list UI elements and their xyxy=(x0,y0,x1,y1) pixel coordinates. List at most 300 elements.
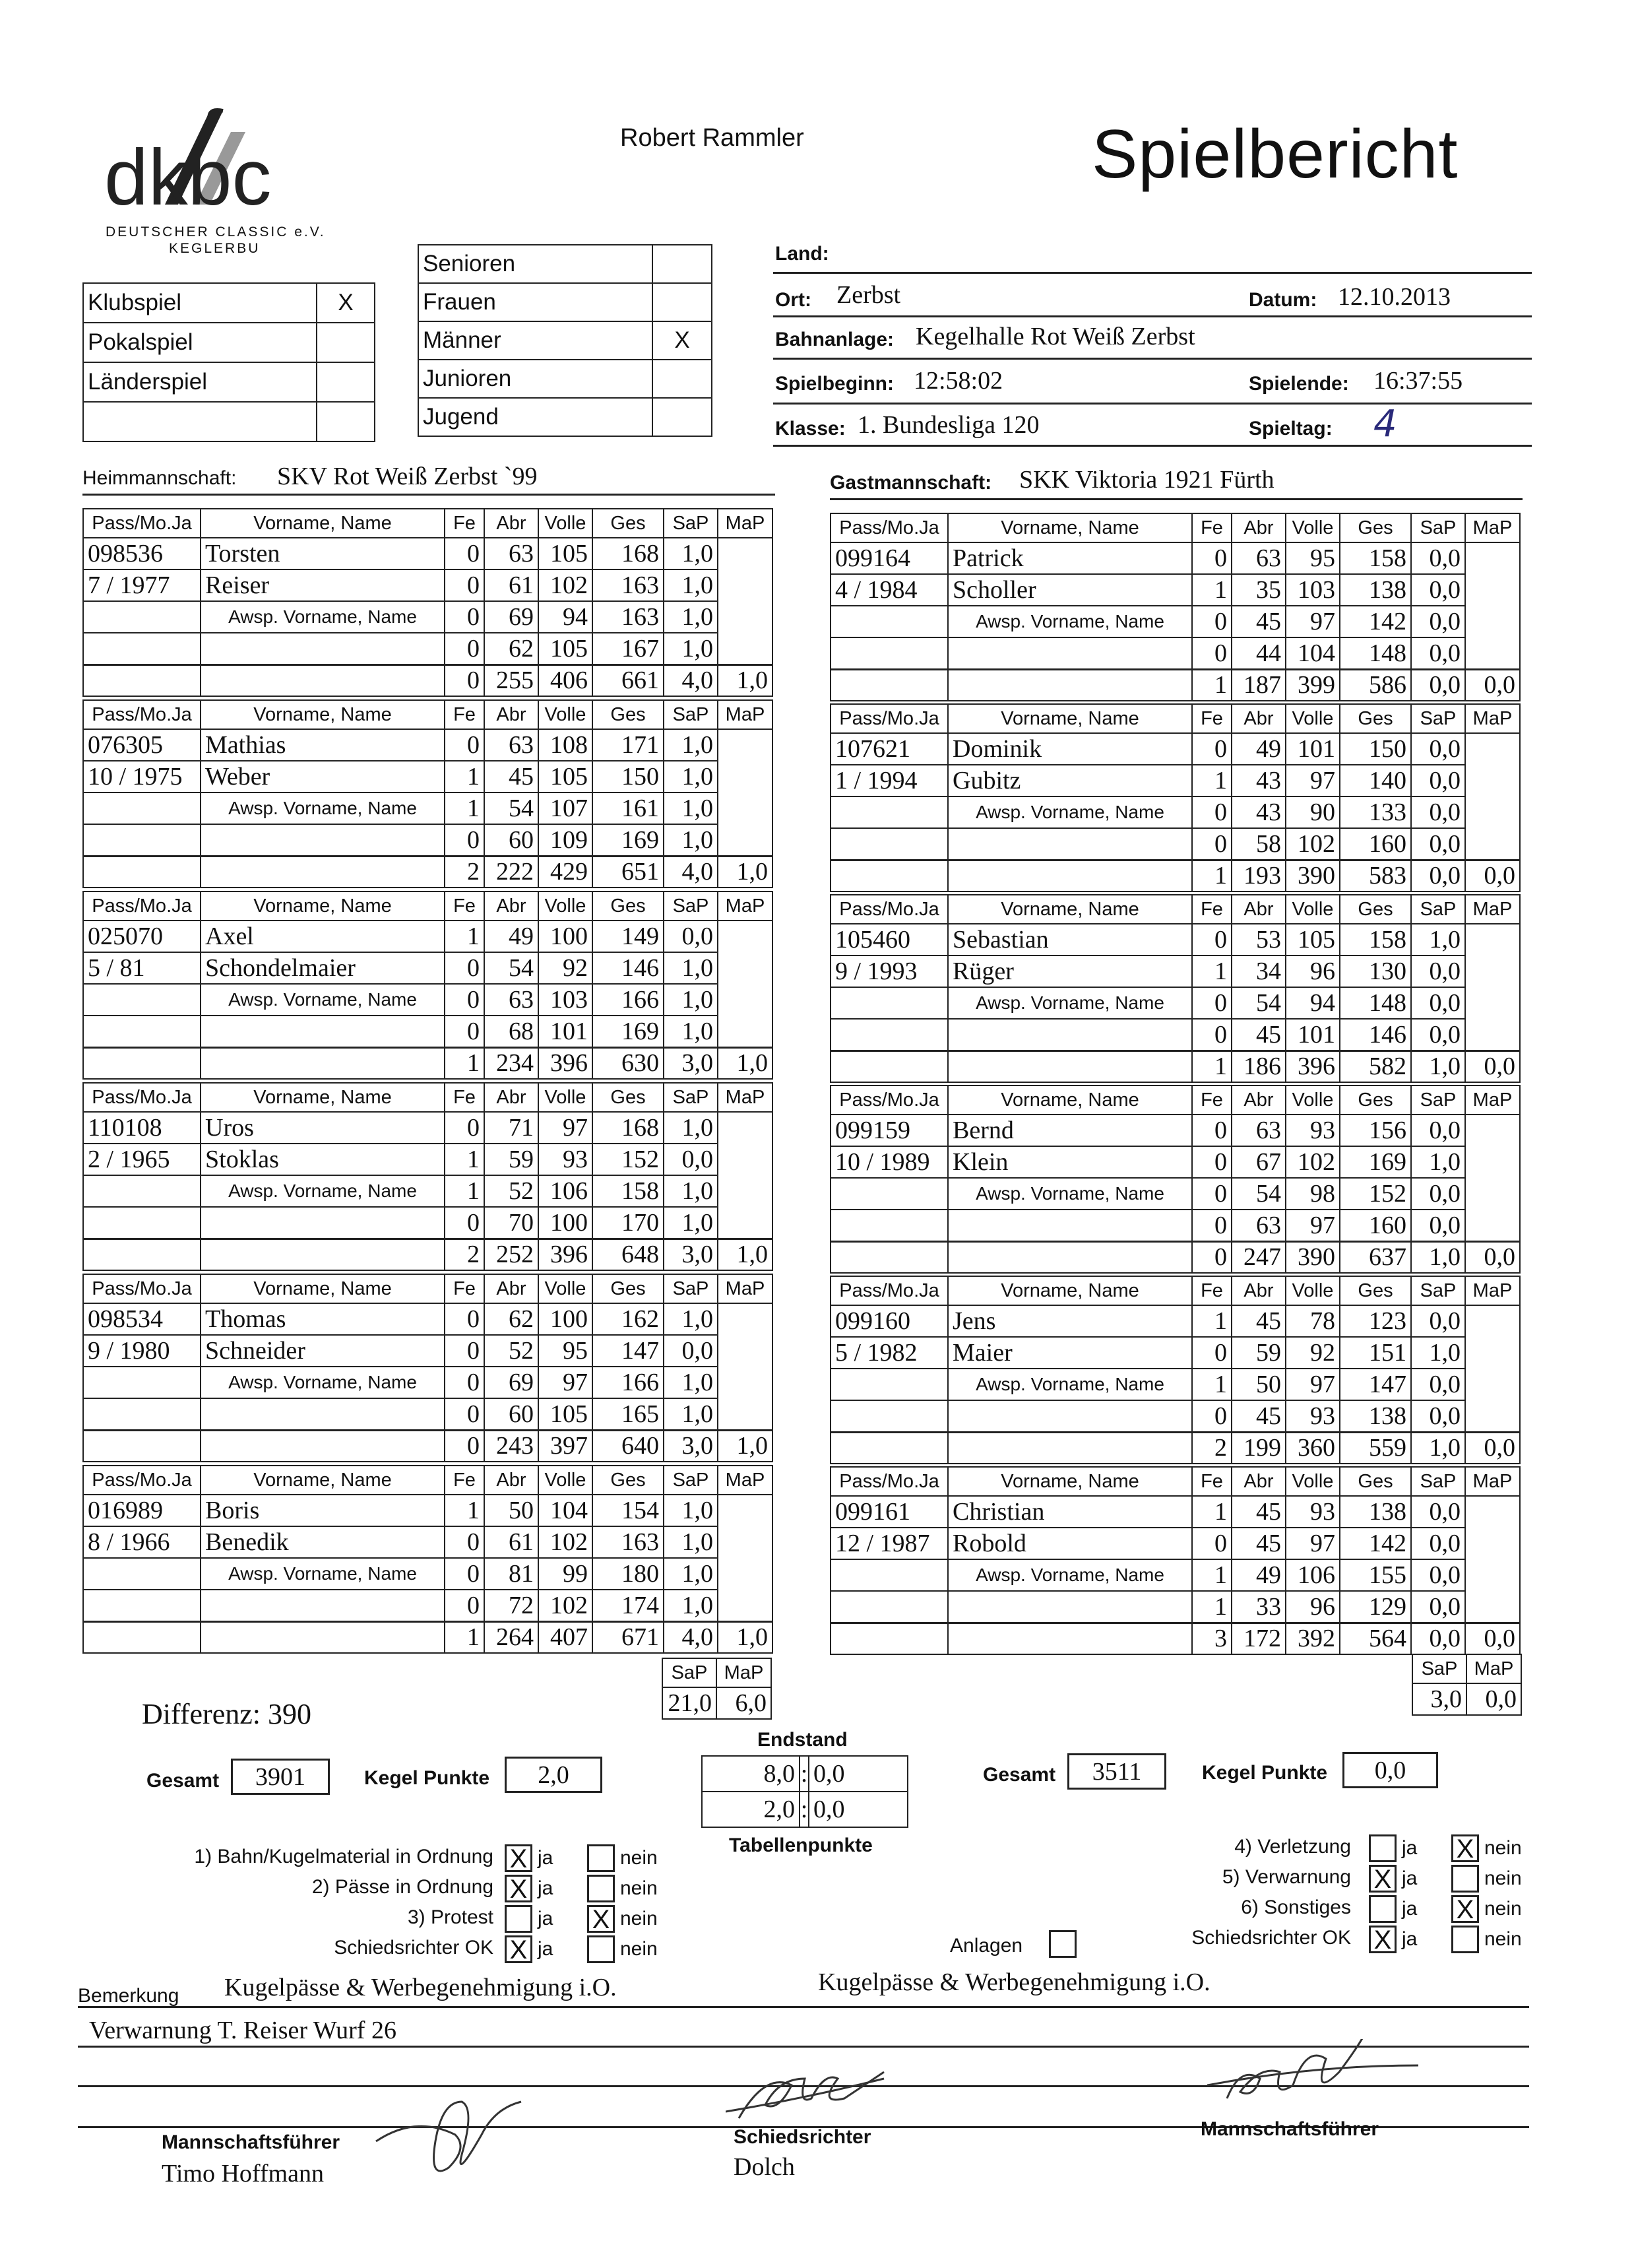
lane-sap: 0,0 xyxy=(1411,606,1465,637)
alt-pass-cell xyxy=(83,633,201,664)
home-player-block xyxy=(82,891,773,1080)
alt-pass-cell xyxy=(83,1175,201,1207)
lane-fe: 0 xyxy=(445,538,484,569)
nein-checkbox[interactable]: X xyxy=(587,1905,615,1933)
lane-ges: 162 xyxy=(592,1303,664,1335)
lane-volle: 97 xyxy=(1286,765,1340,796)
lane-ges: 166 xyxy=(592,1367,664,1398)
lane-fe: 0 xyxy=(1192,987,1232,1019)
lane-fe: 0 xyxy=(1192,1400,1232,1432)
alt-pass-cell xyxy=(831,828,948,860)
lane-sap: 1,0 xyxy=(664,1112,718,1144)
total-fe: 1 xyxy=(1192,860,1232,891)
ja-label: ja xyxy=(538,1938,553,1960)
col-volle: Volle xyxy=(538,1274,592,1303)
total-map: 0,0 xyxy=(1465,1241,1520,1273)
col-ges: Ges xyxy=(592,509,664,538)
nein-label: nein xyxy=(1484,1928,1522,1950)
total-abr: 199 xyxy=(1232,1432,1286,1464)
lane-fe: 1 xyxy=(1192,1305,1232,1337)
lane-volle: 106 xyxy=(1286,1559,1340,1591)
alt-name-cell xyxy=(948,1019,1192,1051)
player-last-name: Schneider xyxy=(201,1335,445,1367)
col-name: Vorname, Name xyxy=(201,509,445,538)
lane-ges: 138 xyxy=(1340,1400,1411,1432)
lane-abr: 62 xyxy=(484,1303,538,1335)
total-volle: 392 xyxy=(1286,1623,1340,1654)
player-first-name: Axel xyxy=(201,921,445,952)
lane-sap: 1,0 xyxy=(664,633,718,664)
lane-ges: 150 xyxy=(592,761,664,793)
total-fe: 2 xyxy=(1192,1432,1232,1464)
home-player-block xyxy=(82,699,773,888)
alt-name-label: Awsp. Vorname, Name xyxy=(948,987,1192,1019)
col-pass: Pass/Mo.Ja xyxy=(831,1085,948,1115)
total-sap: 1,0 xyxy=(1411,1051,1465,1082)
home-kegel-label: Kegel Punkte xyxy=(364,1767,490,1789)
lane-map xyxy=(1465,828,1520,860)
col-volle: Volle xyxy=(538,891,592,921)
total-abr: 187 xyxy=(1232,669,1286,701)
player-year: 1 / 1994 xyxy=(831,765,948,796)
lane-fe: 0 xyxy=(1192,733,1232,765)
alt-pass-cell xyxy=(83,1558,201,1590)
lane-ges: 149 xyxy=(592,921,664,952)
lane-volle: 103 xyxy=(538,984,592,1016)
category-mark[interactable] xyxy=(652,283,712,321)
lane-sap: 0,0 xyxy=(1411,828,1465,860)
col-fe: Fe xyxy=(445,509,484,538)
alt-name-cell xyxy=(201,1398,445,1430)
lane-abr: 45 xyxy=(484,761,538,793)
col-volle: Volle xyxy=(1286,895,1340,924)
alt-pass-cell xyxy=(831,1400,948,1432)
lane-map xyxy=(718,538,772,569)
lane-volle: 105 xyxy=(538,633,592,664)
lane-map xyxy=(718,1112,772,1144)
lane-fe: 0 xyxy=(1192,924,1232,956)
alt-name-label: Awsp. Vorname, Name xyxy=(948,606,1192,637)
total-ges: 582 xyxy=(1340,1051,1411,1082)
lane-fe: 0 xyxy=(445,1112,484,1144)
ende-label: Spielende: xyxy=(1249,373,1349,395)
ja-checkbox[interactable]: X xyxy=(1369,1865,1397,1893)
lane-ges: 180 xyxy=(592,1558,664,1590)
lane-abr: 81 xyxy=(484,1558,538,1590)
ja-checkbox[interactable]: X xyxy=(505,1875,532,1902)
lane-volle: 102 xyxy=(538,1590,592,1621)
lane-abr: 49 xyxy=(484,921,538,952)
total-abr: 186 xyxy=(1232,1051,1286,1082)
col-name: Vorname, Name xyxy=(948,1467,1192,1496)
player-pass: 098536 xyxy=(83,538,201,569)
lane-fe: 1 xyxy=(1192,1591,1232,1623)
col-volle: Volle xyxy=(1286,513,1340,542)
total-pass-cell xyxy=(831,669,948,701)
col-map: MaP xyxy=(718,509,772,538)
category-label: Senioren xyxy=(418,245,652,283)
lane-volle: 105 xyxy=(538,538,592,569)
lane-sap: 0,0 xyxy=(1411,1369,1465,1400)
player-pass: 098534 xyxy=(83,1303,201,1335)
player-pass: 025070 xyxy=(83,921,201,952)
lane-map xyxy=(1465,1019,1520,1051)
nein-checkbox[interactable] xyxy=(1451,1926,1479,1953)
lane-abr: 63 xyxy=(484,538,538,569)
game-type-mark[interactable] xyxy=(317,402,375,441)
ja-checkbox[interactable] xyxy=(1369,1834,1397,1862)
lane-ges: 168 xyxy=(592,1112,664,1144)
category-mark[interactable]: X xyxy=(652,321,712,360)
ja-checkbox[interactable] xyxy=(1369,1895,1397,1923)
total-ges: 637 xyxy=(1340,1241,1411,1273)
lane-ges: 170 xyxy=(592,1207,664,1239)
total-ges: 671 xyxy=(592,1621,664,1653)
lane-fe: 1 xyxy=(445,921,484,952)
total-sap: 4,0 xyxy=(664,1621,718,1653)
lane-map xyxy=(1465,574,1520,606)
tabelle-label: Tabellenpunkte xyxy=(729,1834,873,1856)
total-map: 0,0 xyxy=(1465,1051,1520,1082)
total-fe: 0 xyxy=(445,664,484,696)
col-abr: Abr xyxy=(1232,1276,1286,1305)
col-ges: Ges xyxy=(592,700,664,729)
ja-label: ja xyxy=(1402,1837,1418,1859)
lane-ges: 171 xyxy=(592,729,664,761)
bahn-value: Kegelhalle Rot Weiß Zerbst xyxy=(916,323,1195,350)
total-abr: 255 xyxy=(484,664,538,696)
col-sap: SaP xyxy=(1411,1467,1465,1496)
lane-sap: 1,0 xyxy=(664,824,718,856)
player-pass: 016989 xyxy=(83,1495,201,1526)
lane-ges: 167 xyxy=(592,633,664,664)
total-pass-cell xyxy=(83,664,201,696)
total-sap: 3,0 xyxy=(664,1430,718,1462)
game-type-mark[interactable]: X xyxy=(317,283,375,323)
guest-total-table xyxy=(1412,1654,1522,1716)
lane-volle: 97 xyxy=(1286,606,1340,637)
lane-map xyxy=(718,824,772,856)
total-ges: 648 xyxy=(592,1239,664,1270)
total-volle: 360 xyxy=(1286,1432,1340,1464)
col-ges: Ges xyxy=(592,1083,664,1112)
lane-map xyxy=(1465,1400,1520,1432)
col-volle: Volle xyxy=(1286,704,1340,733)
lane-sap: 1,0 xyxy=(664,1303,718,1335)
col-pass: Pass/Mo.Ja xyxy=(831,704,948,733)
alt-name-cell xyxy=(948,828,1192,860)
guest-gesamt-value: 3511 xyxy=(1067,1753,1166,1790)
lane-map xyxy=(1465,542,1520,574)
guest-sap-header: SaP xyxy=(1412,1654,1466,1683)
total-pass-cell xyxy=(831,1623,948,1654)
lane-ges: 158 xyxy=(592,1175,664,1207)
lane-volle: 100 xyxy=(538,921,592,952)
player-last-name: Reiser xyxy=(201,569,445,601)
total-volle: 390 xyxy=(1286,1241,1340,1273)
lane-ges: 163 xyxy=(592,1526,664,1558)
lane-sap: 1,0 xyxy=(1411,924,1465,956)
alt-pass-cell xyxy=(831,606,948,637)
total-abr: 264 xyxy=(484,1621,538,1653)
lane-volle: 94 xyxy=(538,601,592,633)
alt-name-cell xyxy=(948,637,1192,669)
lane-volle: 108 xyxy=(538,729,592,761)
ja-label: ja xyxy=(1402,1928,1418,1950)
lane-fe: 0 xyxy=(1192,606,1232,637)
lane-ges: 158 xyxy=(1340,924,1411,956)
category-mark[interactable] xyxy=(652,245,712,283)
player-last-name: Klein xyxy=(948,1146,1192,1178)
lane-map xyxy=(718,601,772,633)
lane-sap: 0,0 xyxy=(1411,987,1465,1019)
game-type-mark[interactable] xyxy=(317,362,375,402)
lane-fe: 1 xyxy=(445,793,484,824)
lane-abr: 45 xyxy=(1232,1305,1286,1337)
lane-map xyxy=(718,1590,772,1621)
lane-ges: 163 xyxy=(592,601,664,633)
game-type-label: Pokalspiel xyxy=(83,323,317,362)
player-pass: 099159 xyxy=(831,1115,948,1146)
total-fe: 2 xyxy=(445,1239,484,1270)
alt-pass-cell xyxy=(83,601,201,633)
player-year: 8 / 1966 xyxy=(83,1526,201,1558)
tabelle-sep: : xyxy=(800,1792,809,1827)
lane-ges: 160 xyxy=(1340,828,1411,860)
total-sap: 0,0 xyxy=(1411,860,1465,891)
lane-abr: 60 xyxy=(484,1398,538,1430)
col-sap: SaP xyxy=(1411,513,1465,542)
guest-sap-total: 3,0 xyxy=(1412,1683,1466,1715)
lane-fe: 0 xyxy=(445,1526,484,1558)
col-sap: SaP xyxy=(664,700,718,729)
total-name-cell xyxy=(201,664,445,696)
nein-label: nein xyxy=(1484,1867,1522,1889)
lane-map xyxy=(1465,1146,1520,1178)
player-first-name: Boris xyxy=(201,1495,445,1526)
ja-checkbox[interactable] xyxy=(505,1905,532,1933)
klasse-value: 1. Bundesliga 120 xyxy=(858,411,1040,439)
ort-value: Zerbst xyxy=(836,281,901,309)
lane-abr: 69 xyxy=(484,1367,538,1398)
total-pass-cell xyxy=(83,1239,201,1270)
lane-ges: 151 xyxy=(1340,1337,1411,1369)
nein-checkbox[interactable] xyxy=(587,1935,615,1963)
guest-team-label: Gastmannschaft: xyxy=(830,472,992,494)
home-player-block xyxy=(82,1274,773,1462)
home-player-block xyxy=(82,508,773,697)
player-pass: 099161 xyxy=(831,1496,948,1528)
alt-pass-cell xyxy=(831,1369,948,1400)
total-map: 1,0 xyxy=(718,856,772,888)
guest-player-block xyxy=(830,513,1521,701)
lane-volle: 90 xyxy=(1286,796,1340,828)
ja-checkbox[interactable]: X xyxy=(1369,1926,1397,1953)
lane-abr: 45 xyxy=(1232,1400,1286,1432)
lane-map xyxy=(718,1558,772,1590)
captain-guest-signature xyxy=(1207,2039,1425,2118)
lane-sap: 1,0 xyxy=(1411,1146,1465,1178)
col-abr: Abr xyxy=(484,700,538,729)
lane-ges: 156 xyxy=(1340,1115,1411,1146)
col-map: MaP xyxy=(1465,1276,1520,1305)
player-first-name: Bernd xyxy=(948,1115,1192,1146)
col-name: Vorname, Name xyxy=(201,1466,445,1495)
guest-player-block xyxy=(830,1276,1521,1464)
lane-volle: 103 xyxy=(1286,574,1340,606)
nein-checkbox[interactable] xyxy=(587,1844,615,1872)
total-fe: 1 xyxy=(1192,669,1232,701)
total-map: 1,0 xyxy=(718,1621,772,1653)
lane-volle: 104 xyxy=(538,1495,592,1526)
lane-map xyxy=(1465,796,1520,828)
alt-pass-cell xyxy=(831,1178,948,1210)
player-year: 12 / 1987 xyxy=(831,1528,948,1559)
lane-sap: 0,0 xyxy=(1411,765,1465,796)
lane-ges: 169 xyxy=(592,1016,664,1047)
total-volle: 429 xyxy=(538,856,592,888)
total-name-cell xyxy=(948,1051,1192,1082)
total-name-cell xyxy=(948,1241,1192,1273)
lane-volle: 93 xyxy=(1286,1496,1340,1528)
lane-sap: 1,0 xyxy=(664,1558,718,1590)
check-label: 2) Pässe in Ordnung xyxy=(311,1876,493,1898)
game-type-label xyxy=(83,402,317,441)
total-sap: 0,0 xyxy=(1411,1623,1465,1654)
lane-sap: 1,0 xyxy=(664,952,718,984)
col-map: MaP xyxy=(1465,895,1520,924)
lane-sap: 1,0 xyxy=(664,1016,718,1047)
lane-volle: 97 xyxy=(538,1367,592,1398)
total-volle: 406 xyxy=(538,664,592,696)
col-pass: Pass/Mo.Ja xyxy=(831,513,948,542)
total-name-cell xyxy=(201,1047,445,1079)
total-sap: 1,0 xyxy=(1411,1241,1465,1273)
alt-name-cell xyxy=(201,824,445,856)
beginn-label: Spielbeginn: xyxy=(775,373,894,395)
lane-sap: 0,0 xyxy=(1411,542,1465,574)
lane-ges: 169 xyxy=(592,824,664,856)
lane-abr: 53 xyxy=(1232,924,1286,956)
check-label: 5) Verwarnung xyxy=(1222,1866,1351,1888)
lane-volle: 102 xyxy=(1286,1146,1340,1178)
total-fe: 0 xyxy=(1192,1241,1232,1273)
alt-pass-cell xyxy=(831,987,948,1019)
lane-sap: 1,0 xyxy=(664,569,718,601)
report-author: Robert Rammler xyxy=(620,124,804,152)
lane-fe: 0 xyxy=(1192,1528,1232,1559)
lane-fe: 0 xyxy=(1192,637,1232,669)
category-mark[interactable] xyxy=(652,398,712,436)
player-last-name: Robold xyxy=(948,1528,1192,1559)
alt-pass-cell xyxy=(83,1398,201,1430)
ja-checkbox[interactable]: X xyxy=(505,1935,532,1963)
lane-abr: 50 xyxy=(1232,1369,1286,1400)
lane-fe: 0 xyxy=(1192,1146,1232,1178)
col-sap: SaP xyxy=(1411,704,1465,733)
home-gesamt-value: 3901 xyxy=(231,1759,330,1795)
total-sap: 0,0 xyxy=(1411,669,1465,701)
lane-map xyxy=(718,1303,772,1335)
col-sap: SaP xyxy=(664,1274,718,1303)
ja-checkbox[interactable]: X xyxy=(505,1844,532,1872)
lane-sap: 0,0 xyxy=(1411,1496,1465,1528)
col-abr: Abr xyxy=(484,1466,538,1495)
lane-ges: 138 xyxy=(1340,1496,1411,1528)
alt-pass-cell xyxy=(831,796,948,828)
lane-volle: 93 xyxy=(538,1144,592,1175)
player-year: 9 / 1993 xyxy=(831,956,948,987)
total-fe: 1 xyxy=(1192,1051,1232,1082)
player-pass: 107621 xyxy=(831,733,948,765)
col-pass: Pass/Mo.Ja xyxy=(83,1274,201,1303)
col-map: MaP xyxy=(1465,513,1520,542)
category-mark[interactable] xyxy=(652,360,712,398)
lane-volle: 101 xyxy=(1286,1019,1340,1051)
total-pass-cell xyxy=(83,1430,201,1462)
bahn-label: Bahnanlage: xyxy=(775,329,895,350)
col-pass: Pass/Mo.Ja xyxy=(83,1083,201,1112)
col-pass: Pass/Mo.Ja xyxy=(831,1276,948,1305)
nein-label: nein xyxy=(620,1847,658,1869)
total-abr: 193 xyxy=(1232,860,1286,891)
player-first-name: Patrick xyxy=(948,542,1192,574)
total-sap: 3,0 xyxy=(664,1239,718,1270)
col-fe: Fe xyxy=(445,1466,484,1495)
lane-abr: 63 xyxy=(484,729,538,761)
lane-sap: 0,0 xyxy=(664,1335,718,1367)
remark-home: Kugelpässe & Werbegenehmigung i.O. xyxy=(224,1974,617,2001)
nein-checkbox[interactable]: X xyxy=(1451,1895,1479,1923)
lane-map xyxy=(1465,1115,1520,1146)
lane-fe: 1 xyxy=(1192,1369,1232,1400)
total-map: 0,0 xyxy=(1465,860,1520,891)
col-abr: Abr xyxy=(484,509,538,538)
klasse-label: Klasse: xyxy=(775,418,846,439)
lane-ges: 130 xyxy=(1340,956,1411,987)
lane-ges: 165 xyxy=(592,1398,664,1430)
lane-abr: 63 xyxy=(1232,1115,1286,1146)
anlagen-checkbox[interactable] xyxy=(1049,1930,1077,1958)
total-fe: 1 xyxy=(445,1047,484,1079)
lane-sap: 0,0 xyxy=(1411,733,1465,765)
player-last-name: Schondelmaier xyxy=(201,952,445,984)
total-volle: 399 xyxy=(1286,669,1340,701)
lane-volle: 105 xyxy=(538,761,592,793)
lane-fe: 1 xyxy=(445,1144,484,1175)
nein-checkbox[interactable] xyxy=(1451,1865,1479,1893)
lane-abr: 44 xyxy=(1232,637,1286,669)
alt-name-cell xyxy=(201,633,445,664)
col-sap: SaP xyxy=(1411,1085,1465,1115)
alt-name-label: Awsp. Vorname, Name xyxy=(201,1367,445,1398)
lane-volle: 98 xyxy=(1286,1178,1340,1210)
tabelle-guest: 0,0 xyxy=(809,1792,908,1827)
nein-checkbox[interactable] xyxy=(587,1875,615,1902)
lane-ges: 147 xyxy=(1340,1369,1411,1400)
guest-player-block xyxy=(830,894,1521,1083)
lane-volle: 107 xyxy=(538,793,592,824)
lane-volle: 102 xyxy=(538,1526,592,1558)
nein-checkbox[interactable]: X xyxy=(1451,1834,1479,1862)
col-ges: Ges xyxy=(1340,1276,1411,1305)
nein-label: nein xyxy=(1484,1837,1522,1859)
check-label: Schiedsrichter OK xyxy=(1191,1927,1351,1949)
game-type-mark[interactable] xyxy=(317,323,375,362)
col-fe: Fe xyxy=(1192,513,1232,542)
endstand-label: Endstand xyxy=(757,1729,848,1751)
total-abr: 172 xyxy=(1232,1623,1286,1654)
